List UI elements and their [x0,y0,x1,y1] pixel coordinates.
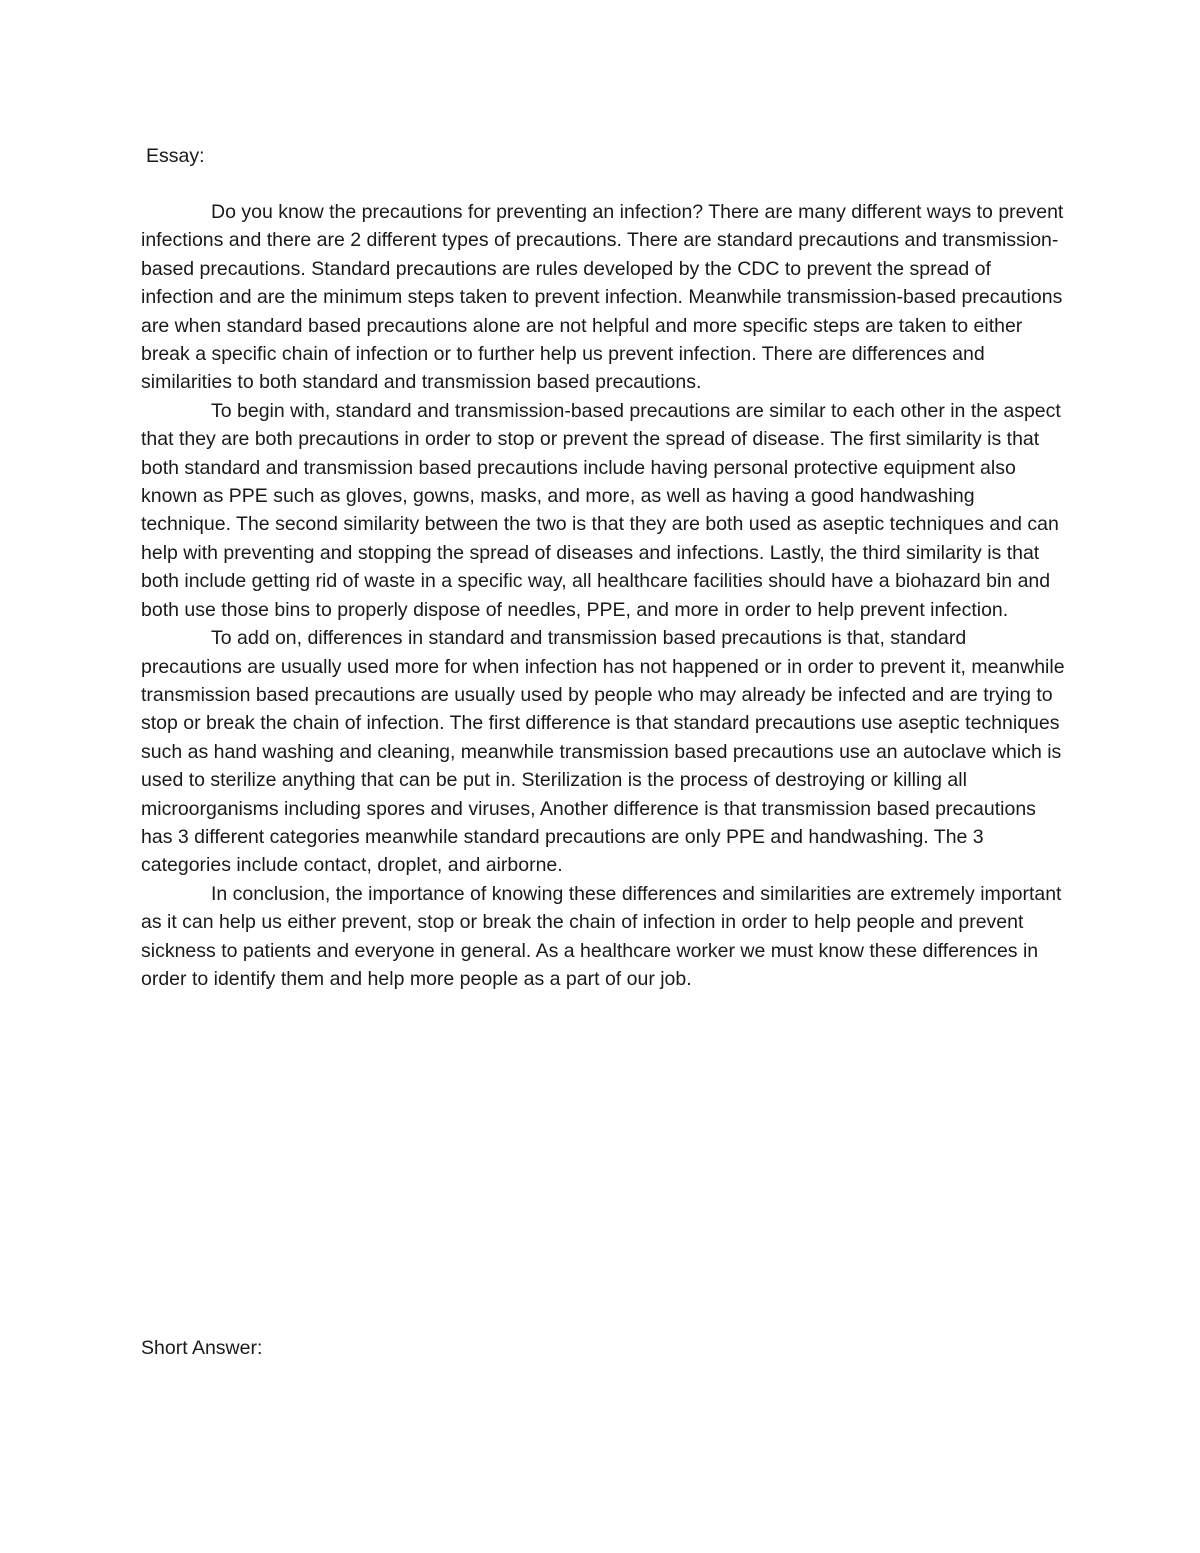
essay-heading: Essay: [146,145,205,167]
essay-paragraph-introduction: Do you know the precautions for preventing an infection? There are many different ways to prevent infections and there are 2 different types of precautions. There are standard precautions and transmission-based precautions. Standard precautions are rules developed by the CDC to prevent the spread of infection and are the minimum steps taken to prevent infection. Meanwhile transmission-based precautions are when standard based precautions alone are not helpful and more specific steps are taken to either break a specific chain of infection or to further help us prevent infection. There are differences and similarities to both standard and transmission based precautions. [141,201,1064,394]
essay-body [141,198,1066,993]
essay-paragraph-differences: To add on, differences in standard and transmission based precautions is that, standard precautions are usually used more for when infection has not happened or in order to prevent it, meanwhile transmission based precautions are usually used by people who may already be infected and are trying to stop or break the chain of infection. The first difference is that standard precautions use aseptic techniques such as hand washing and cleaning, meanwhile transmission based precautions use an autoclave which is used to sterilize anything that can be put in. Sterilization is the process of destroying or killing all microorganisms including spores and viruses, Another difference is that transmission based precautions has 3 different categories meanwhile standard precautions are only PPE and handwashing. The 3 categories include contact, droplet, and airborne. [141,627,1065,877]
essay-paragraph-conclusion: In conclusion, the importance of knowing these differences and similarities are extremely important as it can help us either prevent, stop or break the chain of infection in order to help people and prevent sickness to patients and everyone in general. As a healthcare worker we must know these differences in order to identify them and help more people as a part of our job. [141,882,1062,990]
short-answer-heading: Short Answer: [141,1337,263,1359]
essay-paragraph-similarities: To begin with, standard and transmission-based precautions are similar to each other in the aspect that they are both precautions in order to stop or prevent the spread of disease. The first similarity is that both standard and transmission based precautions include having personal protective equipment also known as PPE such as gloves, gowns, masks, and more, as well as having a good handwashing technique. The second similarity between the two is that they are both used as aseptic techniques and can help with preventing and stopping the spread of diseases and infections. Lastly, the third similarity is that both include getting rid of waste in a specific way, all healthcare facilities should have a biohazard bin and both use those bins to properly dispose of needles, PPE, and more in order to help prevent infection. [141,399,1061,621]
